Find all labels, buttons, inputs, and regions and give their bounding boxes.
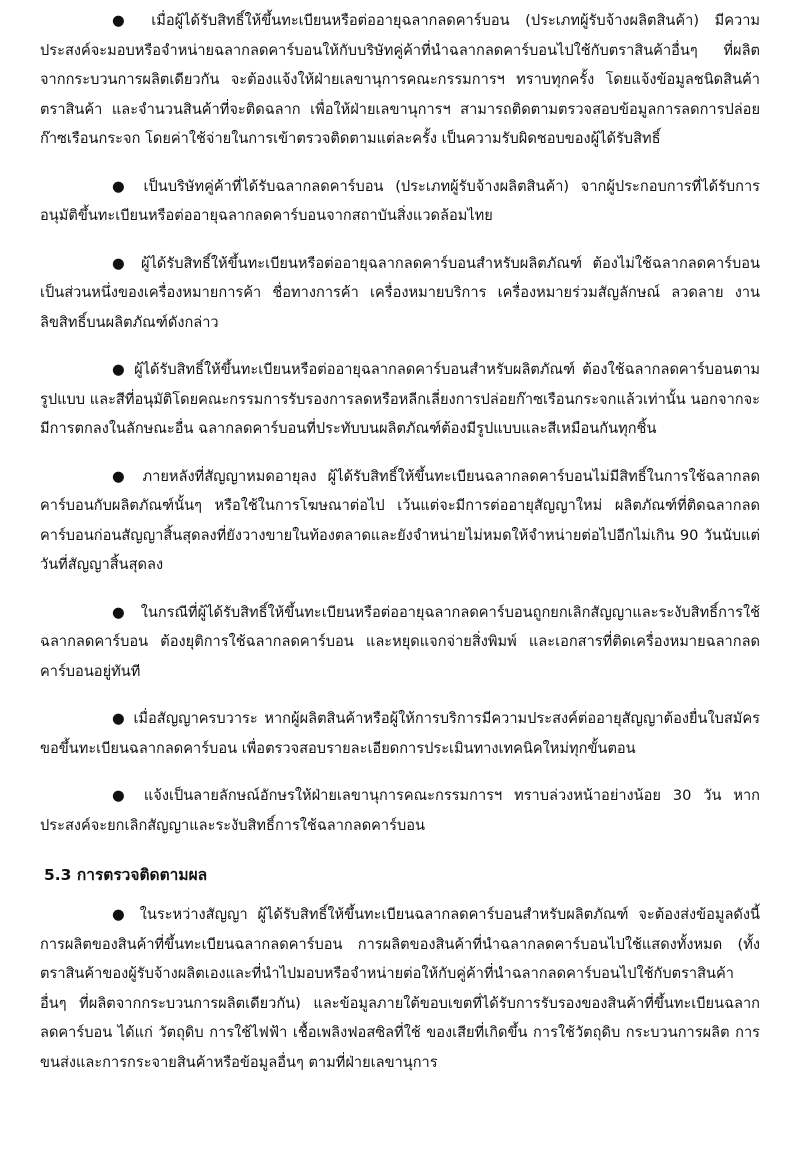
bullet-paragraph [40,172,760,231]
bullet-icon: ● [112,12,136,29]
bullet-paragraph [40,704,760,763]
bullet-icon: ● [112,906,130,923]
bullet-icon: ● [112,361,128,378]
bullet-icon: ● [112,177,132,195]
bullet-paragraph [40,598,760,687]
paragraph-text: แจ้งเป็นลายลักษณ์อักษรให้ฝ่ายเลขานุการคณะกรรมการฯ ทราบล่วงหน้าอย่างน้อย 30 วัน หากประสงค์จะยกเลิกสัญญาและระงับสิทธิ์การใช้ฉลากลดคาร์บอน [40,787,761,834]
paragraph-text: เมื่อผู้ได้รับสิทธิ์ให้ขึ้นทะเบียนหรือต่ออายุฉลากลดคาร์บอน (ประเภทผู้รับจ้างผลิตสินค้า) มีความประสงค์จะมอบหรือจำหน่ายฉลากลดคาร์บอนให้กับบริษัทคู่ค้าที่นำฉลากลดคาร์บอนไปใช้กับตราสินค้าอื่นๆ ที่ผลิตจากกระบวนการผลิตเดียวกัน จะต้องแจ้งให้ฝ่ายเลขานุการคณะกรรมการฯ ทราบทุกครั้ง โดยแจ้งข้อมูลชนิดสินค้า ตราสินค้า และจำนวนสินค้าที่จะติดฉลาก เพื่อให้ฝ่ายเลขานุการฯ สามารถติดตามตรวจสอบข้อมูลการลดการปล่อยก๊าซเรือนกระจก โดยค่าใช้จ่ายในการเข้าตรวจติดตามแต่ละครั้ง เป็นความรับผิดชอบของผู้ได้รับสิทธิ์ [40,12,761,147]
paragraph-text: ในระหว่างสัญญา ผู้ได้รับสิทธิ์ให้ขึ้นทะเบียนฉลากลดคาร์บอนสำหรับผลิตภัณฑ์ จะต้องส่งข้อมูลดังนี้ การผลิตของสินค้าที่ขึ้นทะเบียนฉลากลดคาร์บอน การผลิตของสินค้าที่นำฉลากลดคาร์บอนไปใช้แสดงทั้งหมด (ทั้งตราสินค้าของผู้รับจ้างผลิตเองและที่นำไปมอบหรือจำหน่ายต่อให้กับคู่ค้าที่นำฉลากลดคาร์บอนไปใช้กับตราสินค้าอื่นๆ ที่ผลิตจากกระบวนการผลิตเดียวกัน) และข้อมูลภายใต้ขอบเขตที่ได้รับการรับรองของสินค้าที่ขึ้นทะเบียนฉลากลดคาร์บอน ได้แก่ วัตถุดิบ การใช้ไฟฟ้า เชื้อเพลิงฟอสซิลที่ใช้ ของเสียที่เกิดขึ้น การใช้วัตถุดิบ กระบวนการผลิต การขนส่งและการกระจายสินค้าหรือข้อมูลอื่นๆ ตามที่ฝ่ายเลขานุการ [40,906,760,1071]
paragraph-text: เป็นบริษัทคู่ค้าที่ได้รับฉลากลดคาร์บอน (ประเภทผู้รับจ้างผลิตสินค้า) จากผู้ประกอบการที่ได้รับการอนุมัติขึ้นทะเบียนหรือต่ออายุฉลากลดคาร์บอนจากสถาบันสิ่งแวดล้อมไทย [40,177,761,224]
bullet-paragraph [40,249,760,338]
bullet-icon: ● [112,710,127,727]
paragraph-text: ภายหลังที่สัญญาหมดอายุลง ผู้ได้รับสิทธิ์ให้ขึ้นทะเบียนฉลากลดคาร์บอนไม่มีสิทธิ์ในการใช้ฉลากลดคาร์บอนกับผลิตภัณฑ์นั้นๆ หรือใช้ในการโฆษณาต่อไป เว้นแต่จะมีการต่ออายุสัญญาใหม่ ผลิตภัณฑ์ที่ติดฉลากลดคาร์บอนก่อนสัญญาสิ้นสุดลงที่ยังวางขายในท้องตลาดและยังจำหน่ายไม่หมดให้จำหน่ายต่อไปอีกไม่เกิน 90 วันนับแต่วันที่สัญญาสิ้นสุดลง [40,467,761,573]
bullet-paragraph [40,462,760,580]
paragraph-text: เมื่อสัญญาครบวาระ หากผู้ผลิตสินค้าหรือผู้ให้การบริการมีความประสงค์ต่ออายุสัญญาต้องยื่นใบสมัครขอขึ้นทะเบียนฉลากลดคาร์บอน เพื่อตรวจสอบรายละเอียดการประเมินทางเทคนิคใหม่ทุกขั้นตอน [40,710,761,757]
paragraph-text: ผู้ได้รับสิทธิ์ให้ขึ้นทะเบียนหรือต่ออายุฉลากลดคาร์บอนสำหรับผลิตภัณฑ์ ต้องไม่ใช้ฉลากลดคาร์บอนเป็นส่วนหนึ่งของเครื่องหมายการค้า ชื่อทางการค้า เครื่องหมายบริการ เครื่องหมายร่วมสัญลักษณ์ ลวดลาย งานลิขสิทธิ์บนผลิตภัณฑ์ดังกล่าว [40,254,761,331]
bullet-icon: ● [112,254,131,272]
bullet-paragraph [40,781,760,840]
paragraph-text: ในกรณีที่ผู้ได้รับสิทธิ์ให้ขึ้นทะเบียนหรือต่ออายุฉลากลดคาร์บอนถูกยกเลิกสัญญาและระงับสิทธิ์การใช้ฉลากลดคาร์บอน ต้องยุติการใช้ฉลากลดคาร์บอน และหยุดแจกจ่ายสิ่งพิมพ์ และเอกสารที่ติดเครื่องหมายฉลากลดคาร์บอนอยู่ทันที [40,603,760,680]
bullet-icon: ● [112,467,132,485]
bullet-paragraph [40,355,760,444]
section-heading: 5.3 การตรวจติดตามผล [44,866,208,884]
paragraph-text: ผู้ได้รับสิทธิ์ให้ขึ้นทะเบียนหรือต่ออายุฉลากลดคาร์บอนสำหรับผลิตภัณฑ์ ต้องใช้ฉลากลดคาร์บอนตามรูปแบบ และสีที่อนุมัติโดยคณะกรรมการรับรองการลดหรือหลีกเลี่ยงการปล่อยก๊าซเรือนกระจกแล้วเท่านั้น นอกจากจะมีการตกลงในลักษณะอื่น ฉลากลดคาร์บอนที่ประทับบนผลิตภัณฑ์ต้องมีรูปแบบและสีเหมือนกันทุกชิ้น [40,361,761,437]
bullet-paragraph [40,6,760,154]
bullet-icon: ● [112,787,132,804]
bullet-paragraph [40,900,760,1077]
bullet-icon: ● [112,603,131,621]
